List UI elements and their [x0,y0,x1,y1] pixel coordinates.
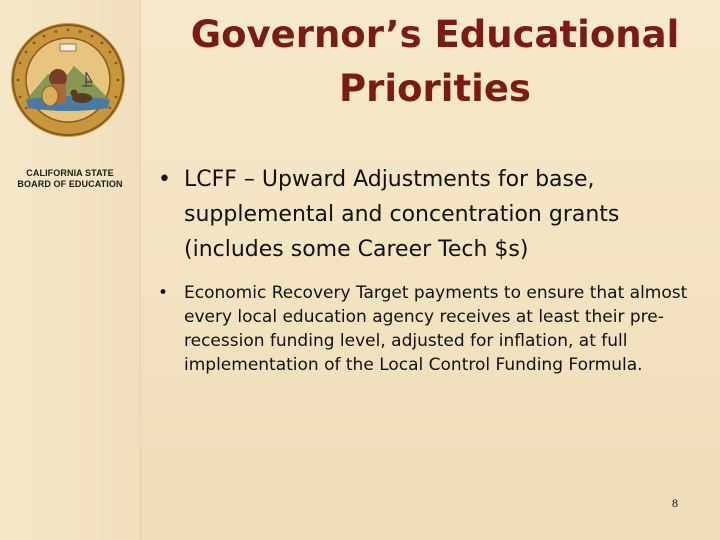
slide-title-line1: Governor’s Educational [190,13,680,56]
sidebar [0,0,141,540]
board-label [4,168,136,190]
page-number: 8 [672,496,678,510]
bullet-text: Economic Recovery Target payments to ensure that almost every local education agency receives at least their pre-recession funding level, adjusted for inflation, at full implementation of the Local Control Funding Formula. [184,283,688,375]
slide-title-line2: Priorities [339,67,531,110]
bullet-marker: • [158,167,171,192]
bullet-item [154,281,694,377]
bullet-list [154,162,694,377]
bullet-item [154,162,694,267]
california-state-seal-icon [10,22,126,138]
board-label-line2: BOARD OF EDUCATION [17,179,123,189]
slide-title [150,8,720,116]
bullet-text: LCFF – Upward Adjustments for base, supplemental and concentration grants (includes some Career Tech $s) [184,167,620,262]
board-label-line1: CALIFORNIA STATE [26,168,114,178]
bullet-marker: • [158,283,169,303]
